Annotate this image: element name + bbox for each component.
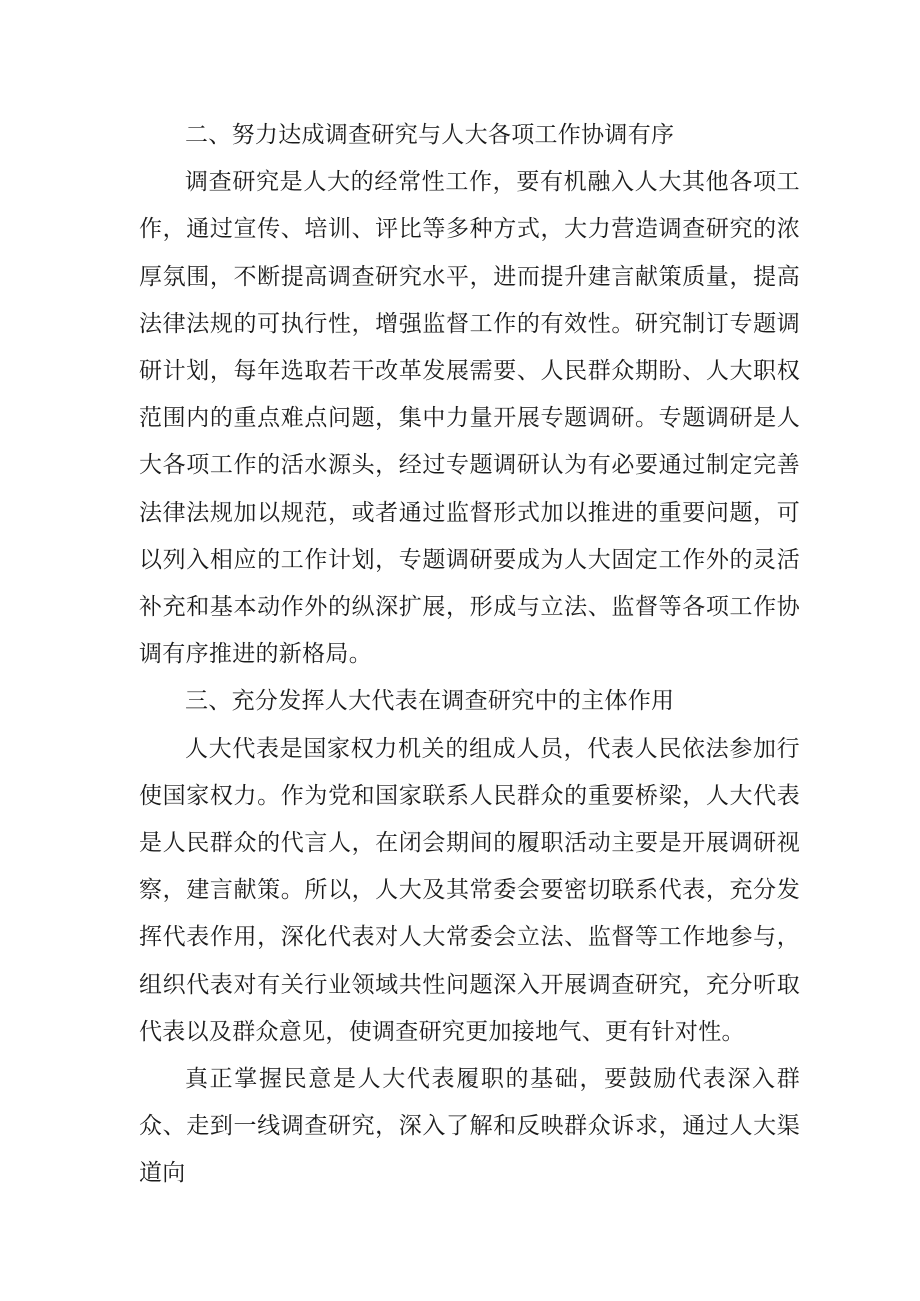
- body-paragraph: 真正掌握民意是人大代表履职的基础，要鼓励代表深入群众、走到一线调查研究，深入了解和反映群众诉求，通过人大渠道向: [139, 1066, 800, 1187]
- section-heading-3: 三、充分发挥人大代表在调查研究中的主体作用: [185, 688, 675, 715]
- body-paragraph: 调查研究是人大的经常性工作，要有机融入人大其他各项工作，通过宣传、培训、评比等多种方式，大力营造调查研究的浓厚氛围，不断提高调查研究水平，进而提升建言献策质量，提高法律法规的可执行性，增强监督工作的有效性。研究制订专题调研计划，每年选取若干改革发展需要、人民群众期盼、人大职权范围内的重点难点问题，集中力量开展专题调研。专题调研是人大各项工作的活水源头，经过专题调研认为有必要通过制定完善法律法规加以规范，或者通过监督形式加以推进的重要问题，可以列入相应的工作计划，专题调研要成为人大固定工作外的灵活补充和基本动作外的纵深扩展，形成与立法、监督等各项工作协调有序推进的新格局。: [139, 169, 800, 668]
- section-heading-2: 二、努力达成调查研究与人大各项工作协调有序: [185, 122, 675, 148]
- body-paragraph: 人大代表是国家权力机关的组成人员，代表人民依法参加行使国家权力。作为党和国家联系人民群众的重要桥梁，人大代表是人民群众的代言人，在闭会期间的履职活动主要是开展调研视察，建言献策。所以，人大及其常委会要密切联系代表，充分发挥代表作用，深化代表对人大常委会立法、监督等工作地参与，组织代表对有关行业领域共性问题深入开展调查研究，充分听取代表以及群众意见，使调查研究更加接地气、更有针对性。: [139, 735, 800, 1045]
